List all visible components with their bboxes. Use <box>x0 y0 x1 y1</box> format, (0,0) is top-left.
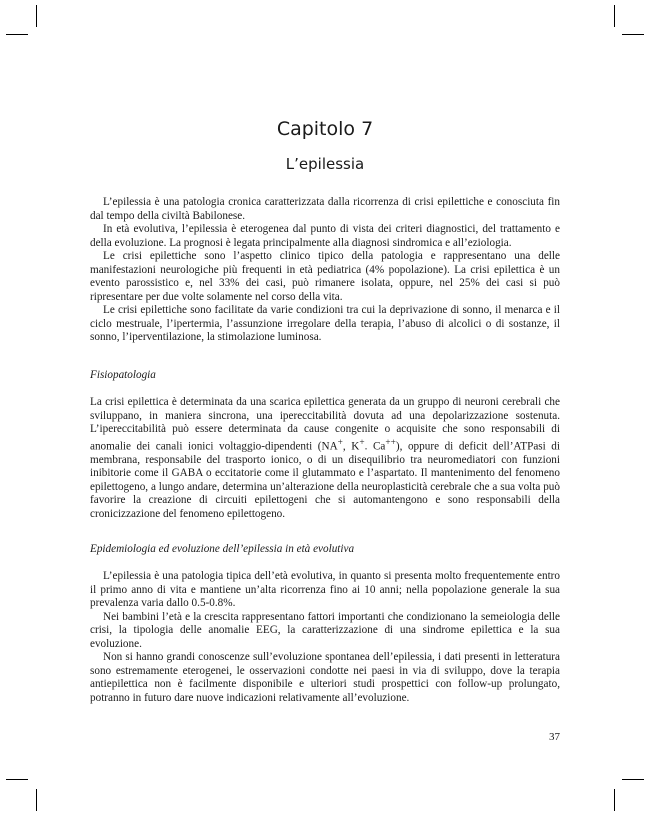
chapter-number: Capitolo 7 <box>276 118 374 140</box>
fisiopatologia-section <box>90 396 560 521</box>
crop-mark <box>6 779 28 780</box>
crop-mark <box>614 789 615 811</box>
epidemiologia-paragraph: Nei bambini l’età e la crescita rappresentano fattori importanti che condizionano la semeiologia delle crisi, la tipologia delle anomalie EEG, la caratterizzazione di una sindrome epilettica e la sua evoluzione. <box>90 610 560 650</box>
section-heading-epidemiologia: Epidemiologia ed evoluzione dell’epilessia in età evolutiva <box>90 543 355 555</box>
fisiopatologia-paragraph: La crisi epilettica è determinata da una scarica epilettica generata da un gruppo di neuroni cerebrali che sviluppano, in maniera sincrona, una ipereccitabilità dovuta ad una depolarizzazione sostenuta. L’ipereccitabilità può essere determinata da cause congenite o acquisite che sono responsabili di anomalie dei canali ionici voltaggio-dipendenti (NA+, K+. Ca++), oppure di deficit dell’ATPasi di membrana, responsabile del trasporto ionico, o di un disequilibrio tra neuromediatori con funzioni inibitorie come il GABA o eccitatorie come il glutammato e l’aspartato. Il mantenimento del fenomeno epilettogeno, a lungo andare, determina un’alterazione della neuroplasticità cerebrale che a sua volta può favorire la creazione di circuiti epilettogeni che si automantengono e sono responsabili della cronicizzazione del fenomeno epilettogeno. <box>90 396 560 520</box>
crop-mark <box>36 789 37 811</box>
crop-mark <box>622 34 644 35</box>
intro-paragraph: Le crisi epilettiche sono facilitate da varie condizioni tra cui la deprivazione di sonno, il menarca e il ciclo mestruale, l’ipertermia, l’assunzione irregolare della terapia, l’abuso di alcolici o di sostanze, il sonno, l’iperventilazione, la stimolazione luminosa. <box>90 304 560 343</box>
crop-mark <box>622 779 644 780</box>
crop-mark <box>6 34 28 35</box>
intro-paragraph: Le crisi epilettiche sono l’aspetto clinico tipico della patologia e rappresentano una delle manifestazioni neurologiche più frequenti in età pediatrica (4% popolazione). La crisi epilettica è un evento parossistico e, nel 33% dei casi, può rimanere isolata, oppure, nel 25% dei casi si può ripresentare per due volte solamente nel corso della vita. <box>90 250 560 303</box>
crop-mark <box>614 5 615 27</box>
intro-paragraph: L’epilessia è una patologia cronica caratterizzata dalla ricorrenza di crisi epilettiche e conosciuta fin dal tempo della civiltà Babilonese. <box>90 196 560 222</box>
page-number: 37 <box>549 731 560 743</box>
epidemiologia-paragraph: L’epilessia è una patologia tipica dell’età evolutiva, in quanto si presenta molto frequentemente entro il primo anno di vita e mantiene un’alta ricorrenza fino ai 10 anni; nella popolazione generale la sua prevalenza varia dallo 0.5-0.8%. <box>90 570 560 609</box>
epidemiologia-section <box>90 570 560 705</box>
epidemiologia-paragraph: Non si hanno grandi conoscenze sull’evoluzione spontanea dell’epilessia, i dati presenti in letteratura sono estremamente eterogenei, le osservazioni condotte nei paesi in via di sviluppo, dove la terapia antiepilettica non è facilmente disponibile e ulteriori studi prospettici con follow-up prolungato, potranno in futuro dare nuove indicazioni relativamente all’evoluzione. <box>90 651 560 704</box>
intro-paragraph: In età evolutiva, l’epilessia è eterogenea dal punto di vista dei criteri diagnostici, del trattamento e della evoluzione. La prognosi è legata principalmente alla diagnosi sindromica e all’eziologia. <box>90 223 560 249</box>
intro-section <box>90 196 560 345</box>
crop-mark <box>36 5 37 27</box>
section-heading-fisiopatologia: Fisiopatologia <box>90 369 156 381</box>
chapter-title: L’epilessia <box>285 155 365 173</box>
